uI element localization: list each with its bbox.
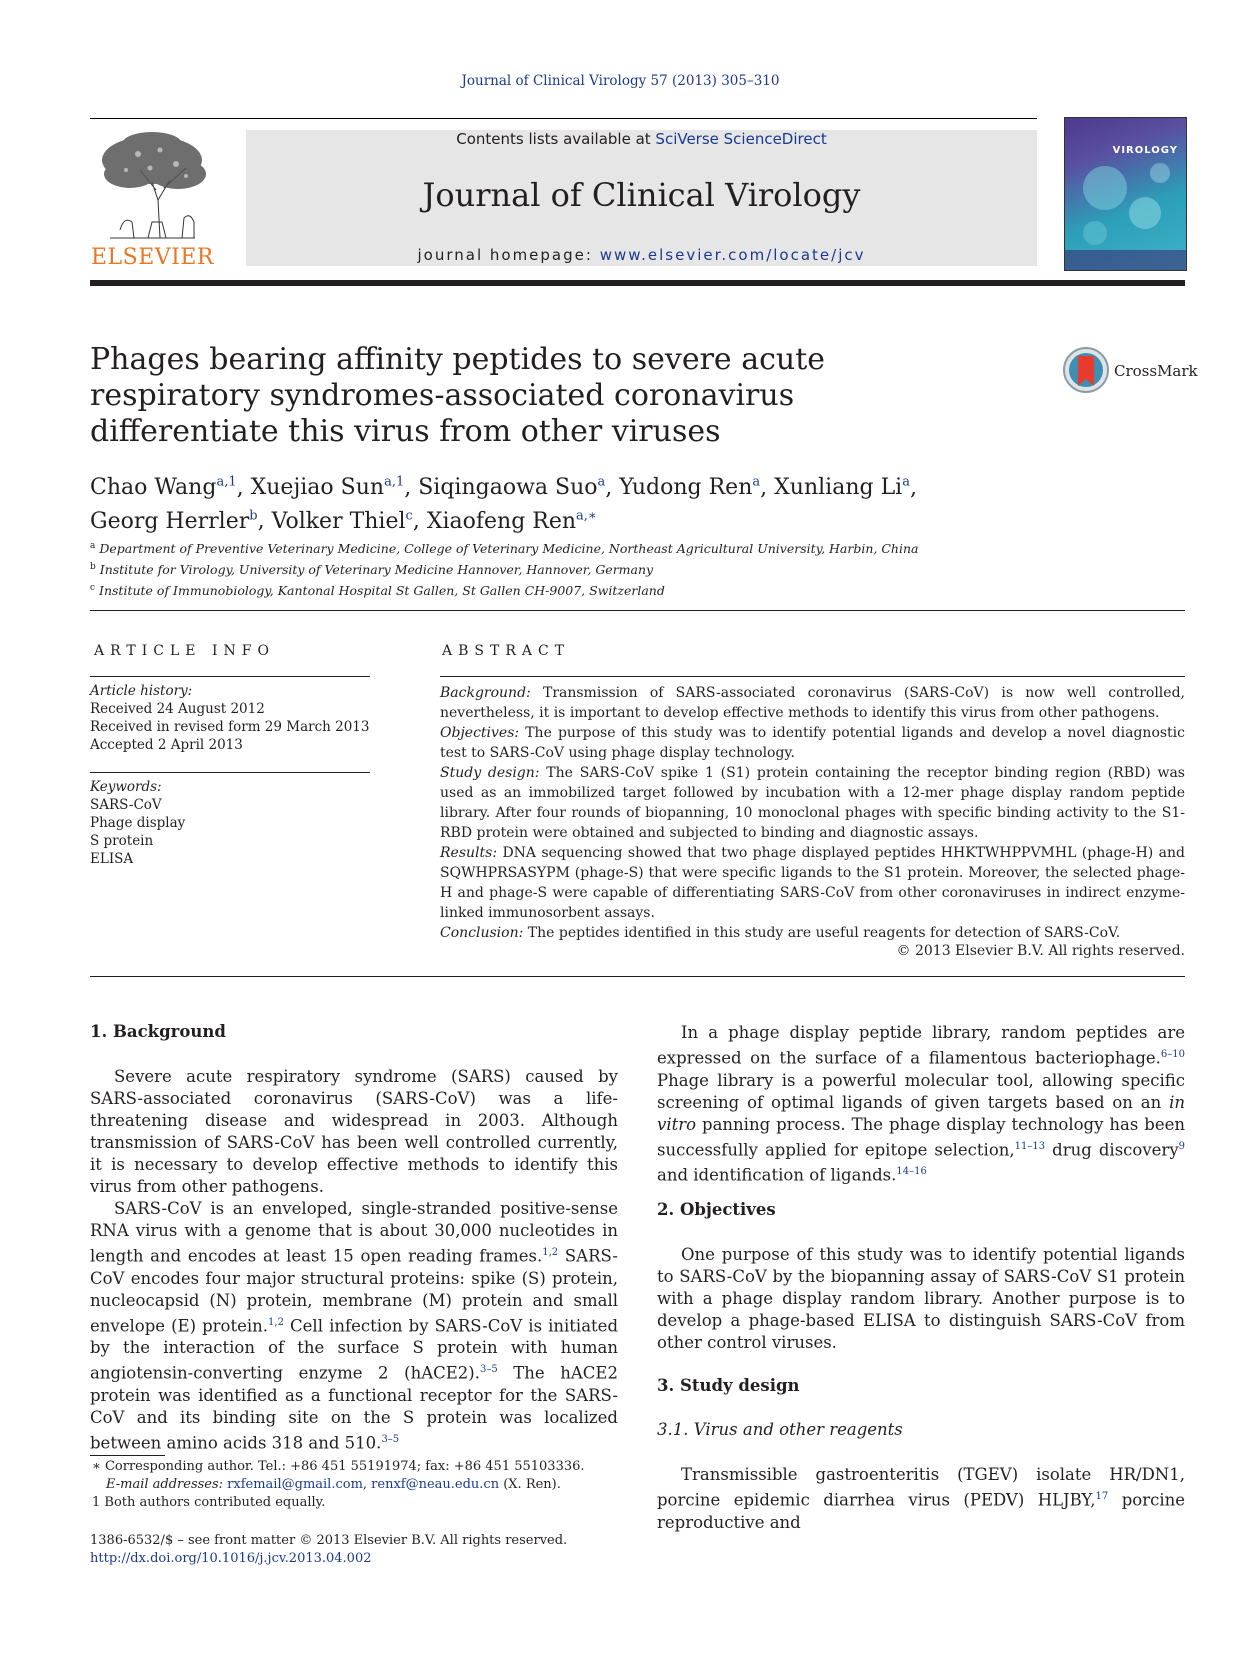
affiliation: $^b$ Institute for Virology, University of Veterinary Medicine Hannover, Hannover, Germany [90, 562, 654, 578]
citation-ref[interactable]: 11–13 [1014, 1140, 1046, 1152]
accepted-date: Accepted 2 April 2013 [90, 737, 243, 753]
elsevier-wordmark: ELSEVIER [90, 245, 214, 270]
keyword: S protein [90, 833, 154, 849]
contents-line [246, 130, 1037, 148]
citation-ref[interactable]: 1,2 [268, 1316, 284, 1328]
section-heading-objectives: 2. Objectives [657, 1200, 776, 1219]
author[interactable]: Siqingaowa Suo$^a$ [418, 475, 606, 501]
elsevier-tree-icon [90, 130, 215, 242]
article-history [90, 682, 370, 754]
section-heading-study-design: 3. Study design [657, 1376, 800, 1395]
author[interactable]: Xuejiao Sun$^{a,1}$ [250, 475, 405, 501]
citation-ref[interactable]: 1,2 [542, 1247, 559, 1258]
email-note: E-mail addresses: rxfemail@gmail.com, renxf@neau.edu.cn (X. Ren). [106, 1477, 561, 1492]
issn-block [90, 1532, 650, 1568]
affiliation: $^a$ Department of Preventive Veterinary Medicine, College of Veterinary Medicine, Northeast Agricultural University, Harbin, China [90, 541, 919, 557]
citation-ref[interactable]: 14–16 [896, 1166, 927, 1177]
article-info-heading: ARTICLE INFO [94, 643, 275, 659]
author[interactable]: Yudong Ren$^a$ [619, 475, 761, 501]
citation-ref[interactable]: 3–5 [381, 1433, 400, 1445]
crossmark-badge[interactable] [1062, 346, 1198, 396]
divider [90, 676, 370, 677]
affiliation: $^c$ Institute of Immunobiology, Kantonal Hospital St Gallen, St Gallen CH-9007, Switzerland [90, 583, 665, 599]
journal-citation[interactable]: Journal of Clinical Virology 57 (2013) 305–310 [461, 73, 780, 89]
history-label: Article history: [90, 683, 193, 699]
keyword: SARS-CoV [90, 797, 162, 813]
homepage-link[interactable]: www.elsevier.com/locate/jcv [599, 246, 866, 264]
section-heading-background: 1. Background [90, 1022, 226, 1041]
citation-ref[interactable]: 6–10 [1160, 1049, 1185, 1060]
corresponding-author-note: ∗ Corresponding author. Tel.: +86 451 55191974; fax: +86 451 55103336. [92, 1459, 585, 1474]
divider [90, 976, 1185, 977]
footnote-rule [90, 1455, 165, 1456]
divider [90, 772, 370, 773]
abstract-conclusion: Conclusion: The peptides identified in this study are useful reagents for detection of SARS-CoV. [440, 925, 1121, 941]
paragraph: Severe acute respiratory syndrome (SARS) caused by SARS-associated coronavirus (SARS-CoV) was a life-threatening disease and widespread in 2003. Although transmission of SARS-CoV has been well controlled currently, it is necessary to develop effective methods to identify this virus from other pathogens. [90, 1067, 618, 1196]
abstract-heading: ABSTRACT [442, 643, 571, 659]
citation-ref[interactable]: 17 [1095, 1491, 1109, 1502]
homepage-prefix: journal homepage: [417, 246, 600, 264]
divider [90, 610, 1185, 611]
doi-link[interactable]: http://dx.doi.org/10.1016/j.jcv.2013.04.002 [90, 1551, 372, 1566]
abstract-copyright: © 2013 Elsevier B.V. All rights reserved. [896, 943, 1185, 959]
abstract-results: Results: DNA sequencing showed that two phage displayed peptides HHKTWHPPVMHL (phage-H) and SQWHPRSASYPM (phage-S) that were specific ligands to the S1 protein. Moreover, the selected phage-H and phage-S were capable of differentiating SARS-CoV from other coronaviruses in indirect enzyme-linked immunosorbent assays. [440, 845, 1185, 921]
header-rule-bottom [90, 280, 1185, 286]
author[interactable]: Volker Thiel$^c$ [271, 508, 413, 534]
abstract-background: Background: Transmission of SARS-associated coronavirus (SARS-CoV) is now well controlled, nevertheless, it is important to develop effective methods to identify this virus from other pathogens. [440, 685, 1185, 721]
author[interactable]: Georg Herrler$^b$ [90, 508, 258, 534]
elsevier-logo[interactable] [90, 130, 215, 270]
paragraph: In a phage display peptide library, random peptides are expressed on the surface of a filamentous bacteriophage.$^{6-10}$ Phage library is a powerful molecular tool, allowing specific screening of optimal ligands of given targets based on an in vitro panning process. The phage display technology has been successfully applied for epitope selection,$^{11-13}$ drug discovery$^9$ and identification of ligands.$^{14-16}$ [657, 1023, 1186, 1185]
paragraph: One purpose of this study was to identify potential ligands to SARS-CoV by the biopanning assay of SARS-CoV S1 protein with a phage display random library. Another purpose is to develop a phage-based ELISA to distinguish SARS-CoV from other control viruses. [657, 1245, 1185, 1352]
issn-line: 1386-6532/$ – see front matter © 2013 Elsevier B.V. All rights reserved. [90, 1533, 568, 1548]
cover-title: VIROLOGY [1112, 145, 1178, 156]
phage-display-text [657, 1022, 1185, 1187]
divider [440, 676, 1185, 677]
abstract-body [440, 683, 1185, 943]
revised-date: Received in revised form 29 March 2013 [90, 719, 370, 735]
homepage-line [246, 246, 1037, 264]
paragraph: Transmissible gastroenteritis (TGEV) isolate HR/DN1, porcine epidemic diarrhea virus (PEDV) HLJBY,$^{17}$ porcine reproductive and [657, 1465, 1185, 1532]
keyword: Phage display [90, 815, 186, 831]
paragraph: SARS-CoV is an enveloped, single-stranded positive-sense RNA virus with a genome that is about 30,000 nucleotides in length and encodes at least 15 open reading frames.$^{1,2}$ SARS-CoV encodes four major structural proteins: spike (S) protein, nucleocapsid (N) protein, membrane (M) protein and small envelope (E) protein.$^{1,2}$ Cell infection by SARS-CoV is initiated by the interaction of the surface S protein with human angiotensin-converting enzyme 2 (hACE2).$^{3-5}$ The hACE2 protein was identified as a functional receptor for the SARS-CoV and its binding site on the S protein was localized between amino acids 318 and 510.$^{3-5}$ [90, 1199, 619, 1452]
citation-ref[interactable]: 9 [1178, 1140, 1186, 1152]
email-link[interactable]: rxfemail@gmail.com [227, 1477, 363, 1492]
email-link[interactable]: renxf@neau.edu.cn [371, 1477, 500, 1492]
affiliations [90, 537, 990, 600]
equal-contribution-note: 1 Both authors contributed equally. [92, 1495, 326, 1510]
abstract-study-design: Study design: The SARS-CoV spike 1 (S1) protein containing the receptor binding region (RBD) was used as an immobilized target followed by incubation with a 12-mer phage display random peptide library. After four rounds of biopanning, 10 monoclonal phages with specific binding activity to the S1-RBD protein were obtained and subjected to binding and diagnostic assays. [440, 765, 1185, 841]
author[interactable]: Xiaofeng Ren$^{a,∗}$ [426, 508, 597, 534]
author-list: Chao Wang$^{a,1}$, Xuejiao Sun$^{a,1}$, Siqingaowa Suo$^a$, Yudong Ren$^a$, Xunliang Li$^a$, Georg Herrler$^b$, Volker Thiel$^c$, Xiaofeng Ren$^{a,∗}$ [90, 475, 917, 534]
citation-ref[interactable]: 3–5 [479, 1364, 498, 1375]
header-rule-top [90, 118, 1037, 119]
abstract-objectives: Objectives: The purpose of this study was to identify potential ligands and develop a novel diagnostic test to SARS-CoV using phage display technology. [440, 725, 1185, 761]
sciencedirect-link[interactable]: SciVerse ScienceDirect [655, 130, 827, 148]
crossmark-label: CrossMark [1114, 362, 1198, 380]
subsection-heading-virus-reagents: 3.1. Virus and other reagents [657, 1420, 903, 1439]
crossmark-icon [1062, 346, 1110, 394]
background-text [90, 1066, 618, 1454]
received-date: Received 24 August 2012 [90, 701, 265, 717]
journal-name: Journal of Clinical Virology [422, 176, 861, 214]
article-title: Phages bearing affinity peptides to severe acute respiratory syndromes-associated coronavirus differentiate this virus from other viruses [90, 342, 826, 449]
virus-reagents-text [657, 1464, 1185, 1534]
keywords-block [90, 778, 370, 868]
cover-art-icon [1065, 118, 1186, 270]
objectives-text [657, 1244, 1185, 1354]
contents-prefix: Contents lists available at [456, 130, 656, 148]
footnotes [90, 1458, 630, 1512]
author[interactable]: Xunliang Li$^a$ [774, 475, 910, 501]
keywords-label: Keywords: [90, 779, 162, 795]
journal-cover-thumbnail[interactable] [1064, 117, 1187, 271]
author[interactable]: Chao Wang$^{a,1}$ [90, 475, 237, 501]
keyword: ELISA [90, 851, 134, 867]
